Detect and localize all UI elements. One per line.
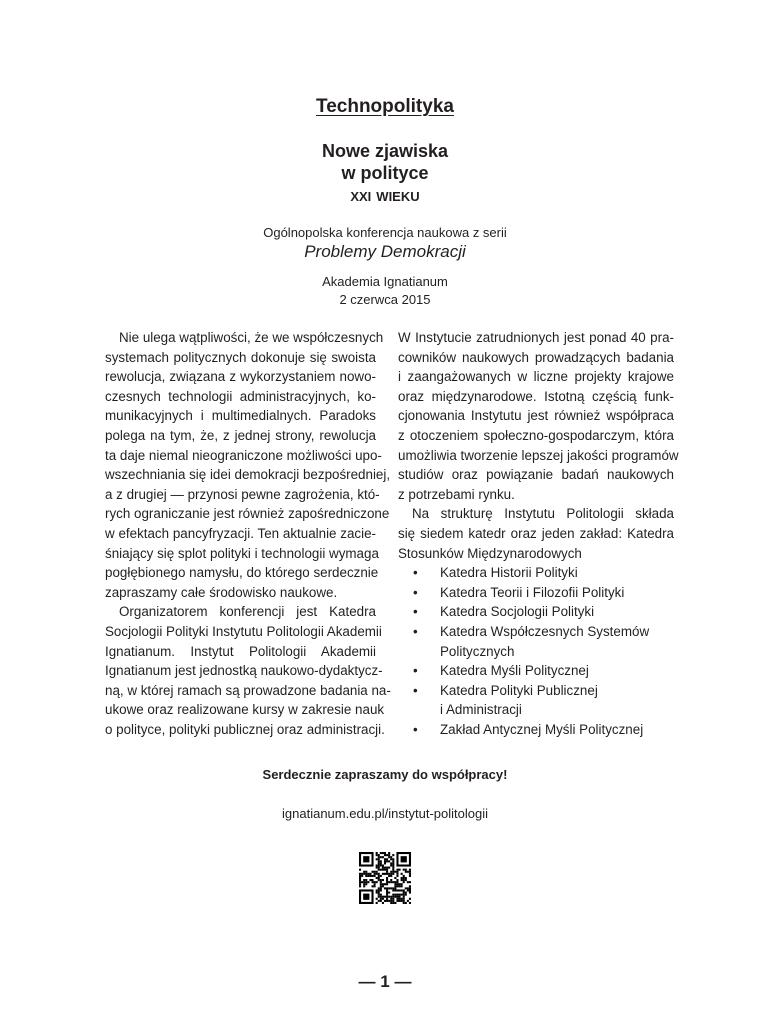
text-line: i zaangażowanych w liczne projekty krajowe	[398, 369, 674, 385]
units-list	[398, 563, 674, 739]
paragraph	[398, 504, 674, 563]
text-line: munikacyjnych i multimedialnych. Paradoks	[105, 408, 376, 424]
subtitle-line: Nowe zjawiska	[321, 141, 449, 161]
text-line: cowników naukowych prowadzących badania	[398, 349, 674, 365]
series-intro: Ogólnopolska konferencja naukowa z serii	[263, 225, 507, 240]
text-line: polega na tym, że, z jednej strony, rewolucja	[105, 427, 376, 443]
venue-date	[0, 273, 770, 309]
text-line: a z drugiej — przynosi pewne zagrożenia, któ-	[105, 486, 380, 502]
list-item-text: • Katedra Historii Polityki	[440, 565, 578, 581]
list-item-text: • Katedra Polityki Publicznej	[440, 682, 598, 698]
list-item-text: • Katedra Teorii i Filozofii Polityki	[440, 584, 625, 600]
text-line: Ignatianum. Instytut Politologii Akademii	[105, 643, 376, 659]
qr-code-icon	[359, 852, 411, 904]
subtitle-line: xxi wieku	[350, 185, 420, 205]
list-item-text: Politycznych	[440, 643, 515, 659]
right-column	[398, 328, 679, 739]
list-item-text: • Zakład Antycznej Myśli Politycznej	[440, 721, 644, 737]
text-line: Na strukturę Instytutu Politologii składa	[412, 506, 674, 522]
text-line: zapraszamy całe środowisko naukowe.	[105, 584, 338, 600]
paragraph	[105, 602, 391, 739]
text-line: ukowe oraz realizowane kursy w zakresie nauk	[105, 702, 385, 718]
text-line: wszechniania się idei demokracji bezpośredniej,	[105, 467, 391, 483]
text-line: w efektach pancyfryzacji. Ten aktualnie zacie-	[105, 525, 376, 541]
text-line: Stosunków Międzynarodowych	[398, 545, 582, 561]
conference-subtitle	[0, 140, 770, 206]
text-line: oraz międzynarodowe. Istotną częścią funk-	[398, 388, 674, 404]
list-item	[398, 720, 674, 740]
series-name: Problemy Demokracji	[304, 242, 466, 261]
text-line: rych ograniczanie jest również zapośredniczone	[105, 506, 390, 522]
page-number: — 1 —	[358, 972, 412, 991]
list-item	[398, 661, 674, 681]
list-item	[398, 563, 674, 583]
list-item-text: • Katedra Współczesnych Systemów	[440, 623, 650, 639]
paragraph	[398, 328, 679, 504]
list-item	[398, 583, 674, 603]
venue: Akademia Ignatianum	[322, 274, 448, 289]
list-item-text: • Katedra Myśli Politycznej	[440, 663, 589, 679]
invitation: Serdecznie zapraszamy do współpracy!	[262, 767, 508, 782]
subtitle-line: w polityce	[341, 163, 429, 183]
page-title: Technopolityka	[316, 96, 454, 117]
text-line: pogłębionego namysłu, do którego serdecznie	[105, 565, 379, 581]
list-item-text: i Administracji	[440, 702, 522, 718]
text-line: Ignatianum jest jednostką naukowo-dydaktycz-	[105, 663, 383, 679]
text-line: systemach politycznych dokonuje się swoista	[105, 349, 376, 365]
text-line: czesnych technologii administracyjnych, ko-	[105, 388, 376, 404]
text-line: z otoczeniem społeczno-gospodarczym, która	[398, 427, 674, 443]
text-line: z potrzebami rynku.	[398, 486, 515, 502]
text-line: umożliwia tworzenie lepszej jakości programów	[398, 447, 679, 463]
text-line: W Instytucie zatrudnionych jest ponad 40 pra-	[398, 330, 674, 345]
list-item-text: • Katedra Socjologii Polityki	[440, 604, 595, 620]
list-item	[398, 681, 674, 720]
left-column	[105, 328, 391, 739]
text-line: cjonowania Instytutu jest również współpraca	[398, 408, 674, 424]
text-line: studiów oraz powiązanie badań naukowych	[398, 467, 674, 483]
text-line: ną, w której ramach są prowadzone badania na-	[105, 682, 391, 698]
date: 2 czerwca 2015	[339, 292, 431, 307]
website-link[interactable]: ignatianum.edu.pl/instytut-politologii	[282, 806, 488, 821]
list-item	[398, 602, 674, 622]
text-line: Socjologii Polityki Instytutu Politologii Akademii	[105, 623, 382, 639]
text-line: Organizatorem konferencji jest Katedra	[119, 604, 376, 620]
list-item	[398, 622, 674, 661]
text-line: Nie ulega wątpliwości, że we współczesnych	[119, 330, 384, 345]
text-line: się siedem katedr oraz jeden zakład: Katedra	[398, 525, 674, 541]
text-line: o polityce, polityki publicznej oraz administracji.	[105, 721, 385, 737]
text-line: ta daje niemal nieograniczone możliwości upo-	[105, 447, 382, 463]
paragraph	[105, 328, 391, 602]
text-line: rewolucja, związana z wykorzystaniem nowo-	[105, 369, 376, 385]
text-line: śniający się splot polityki i technologii wymaga	[105, 545, 379, 561]
